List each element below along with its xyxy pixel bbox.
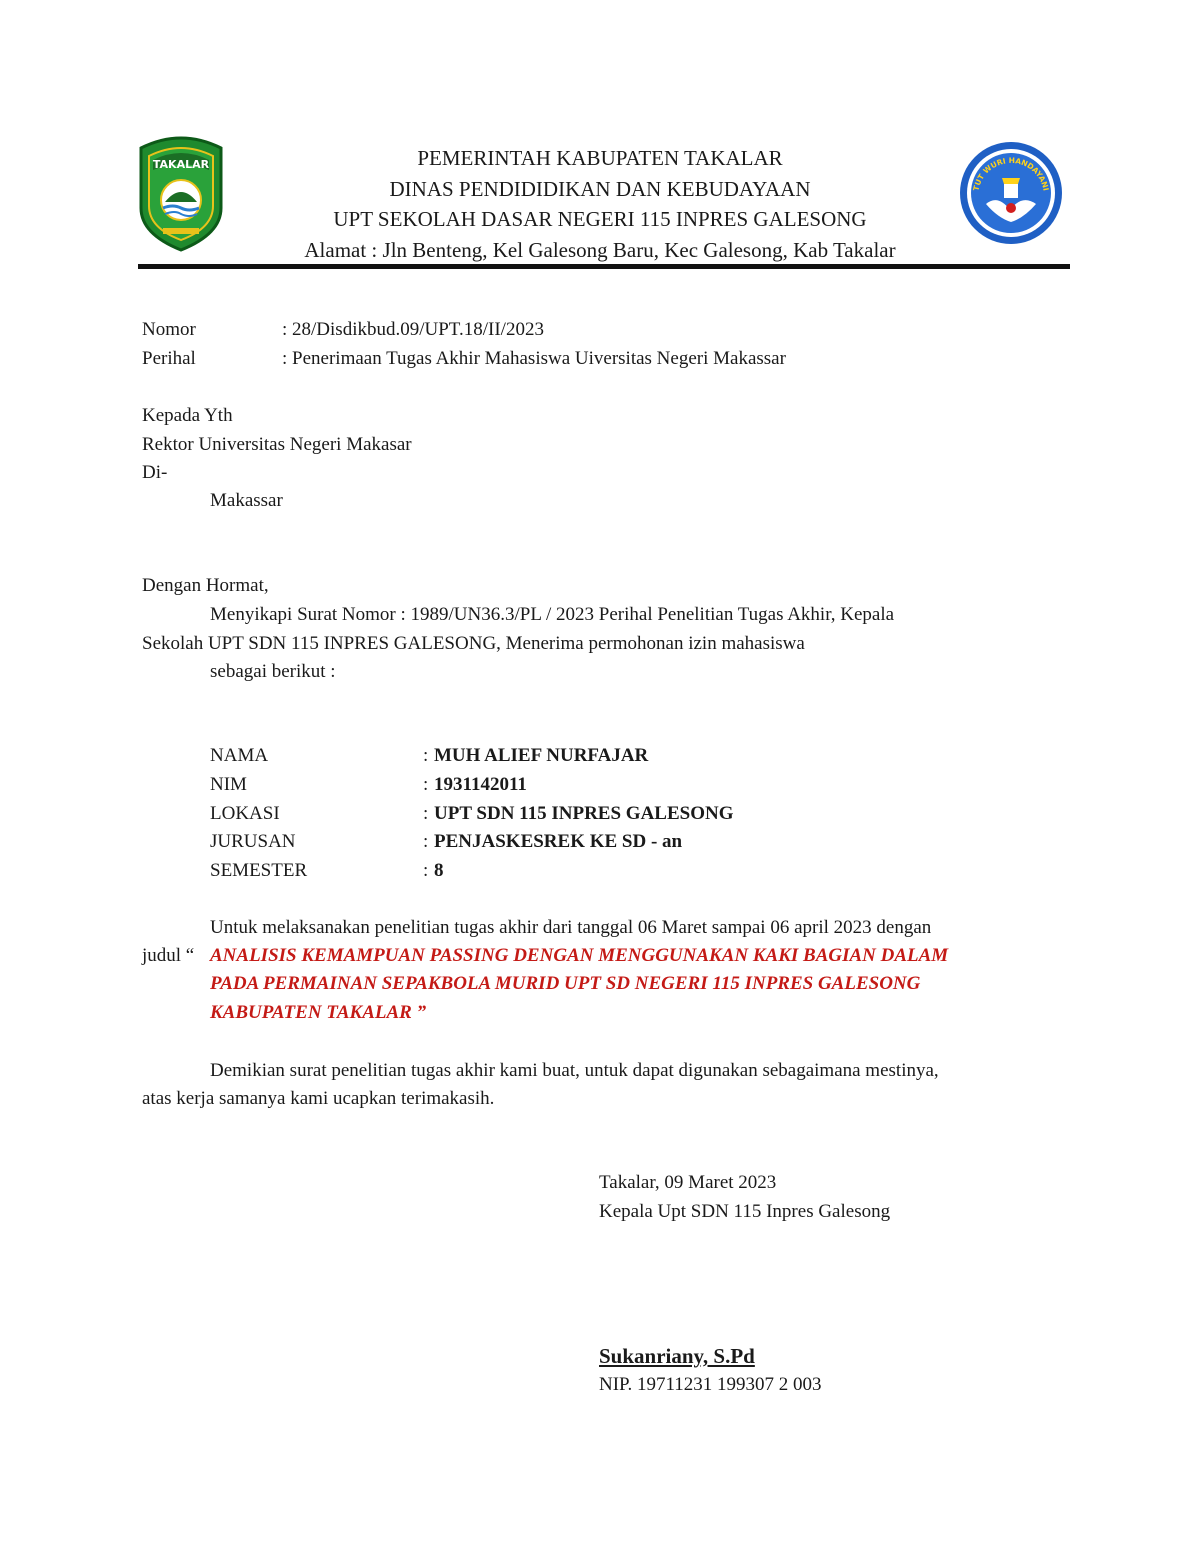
student-value-jurusan: PENJASKESREK KE SD - an: [434, 831, 683, 852]
letterhead-line-1: PEMERINTAH KABUPATEN TAKALAR: [417, 146, 783, 170]
letterhead-address: Alamat : Jln Benteng, Kel Galesong Baru, Kec Galesong, Kab Takalar: [304, 238, 896, 262]
letterhead-divider: [138, 264, 1070, 269]
student-colon: :: [423, 745, 429, 766]
student-colon: :: [423, 803, 429, 824]
paragraph-1-line-2: Sekolah UPT SDN 115 INPRES GALESONG, Menerima permohonan izin mahasiswa: [142, 633, 805, 654]
nomor-value: : 28/Disdikbud.09/UPT.18/II/2023: [282, 319, 544, 340]
student-value-semester: 8: [434, 860, 444, 881]
paragraph-1-line-1: Menyikapi Surat Nomor : 1989/UN36.3/PL / 2023 Perihal Penelitian Tugas Akhir, Kepala: [210, 604, 895, 625]
research-title-line-3: KABUPATEN TAKALAR ”: [210, 1002, 427, 1023]
signatory-position: Kepala Upt SDN 115 Inpres Galesong: [599, 1201, 891, 1222]
place-date: Takalar, 09 Maret 2023: [599, 1172, 777, 1193]
tut-wuri-handayani-logo: [958, 140, 1064, 246]
judul-prefix: [142, 944, 194, 968]
research-title-line-1: ANALISIS KEMAMPUAN PASSING DENGAN MENGGUNAKAN KAKI BAGIAN DALAM: [210, 945, 949, 966]
student-value-nim: 1931142011: [434, 774, 527, 795]
recipient-line-2: Rektor Universitas Negeri Makasar: [142, 434, 412, 455]
student-value-nama: MUH ALIEF NURFAJAR: [434, 745, 649, 766]
student-colon: :: [423, 774, 429, 795]
research-title-line-2: PADA PERMAINAN SEPAKBOLA MURID UPT SD NEGERI 115 INPRES GALESONG: [210, 973, 921, 994]
takalar-logo-text: TAKALAR: [152, 158, 210, 171]
student-label-nama: NAMA: [210, 745, 269, 766]
takalar-logo: [133, 130, 229, 252]
closing-line-1: Demikian surat penelitian tugas akhir kami buat, untuk dapat digunakan sebagaimana mestinya,: [210, 1060, 939, 1081]
tut-wuri-text: TUT WURI HANDAYANI: [971, 155, 1051, 192]
letterhead-line-2: DINAS PENDIDIDIKAN DAN KEBUDAYAAN: [389, 177, 811, 201]
recipient-line-1: Kepada Yth: [142, 405, 233, 426]
closing-line-2: atas kerja samanya kami ucapkan terimakasih.: [142, 1088, 495, 1109]
student-label-lokasi: LOKASI: [210, 803, 280, 824]
student-colon: :: [423, 831, 429, 852]
student-label-semester: SEMESTER: [210, 860, 308, 881]
letterhead-line-3: UPT SEKOLAH DASAR NEGERI 115 INPRES GALESONG: [333, 207, 867, 231]
recipient-line-3: Di-: [142, 462, 168, 483]
perihal-value: : Penerimaan Tugas Akhir Mahasiswa Uiversitas Negeri Makassar: [282, 348, 786, 369]
research-line-1: Untuk melaksanakan penelitian tugas akhir dari tanggal 06 Maret sampai 06 april 2023 dengan: [210, 917, 932, 938]
paragraph-1-line-3: sebagai berikut :: [210, 661, 336, 682]
judul-prefix-text: judul “: [142, 945, 195, 966]
signatory-name: Sukanriany, S.Pd: [599, 1344, 755, 1368]
student-colon: :: [423, 860, 429, 881]
greeting: Dengan Hormat,: [142, 575, 269, 596]
student-label-jurusan: JURUSAN: [210, 831, 296, 852]
student-label-nim: NIM: [210, 774, 247, 795]
recipient-city: Makassar: [210, 490, 283, 511]
nomor-label: Nomor: [142, 319, 196, 340]
perihal-label: Perihal: [142, 348, 196, 369]
signatory-nip: NIP. 19711231 199307 2 003: [599, 1374, 822, 1395]
student-value-lokasi: UPT SDN 115 INPRES GALESONG: [434, 803, 734, 824]
